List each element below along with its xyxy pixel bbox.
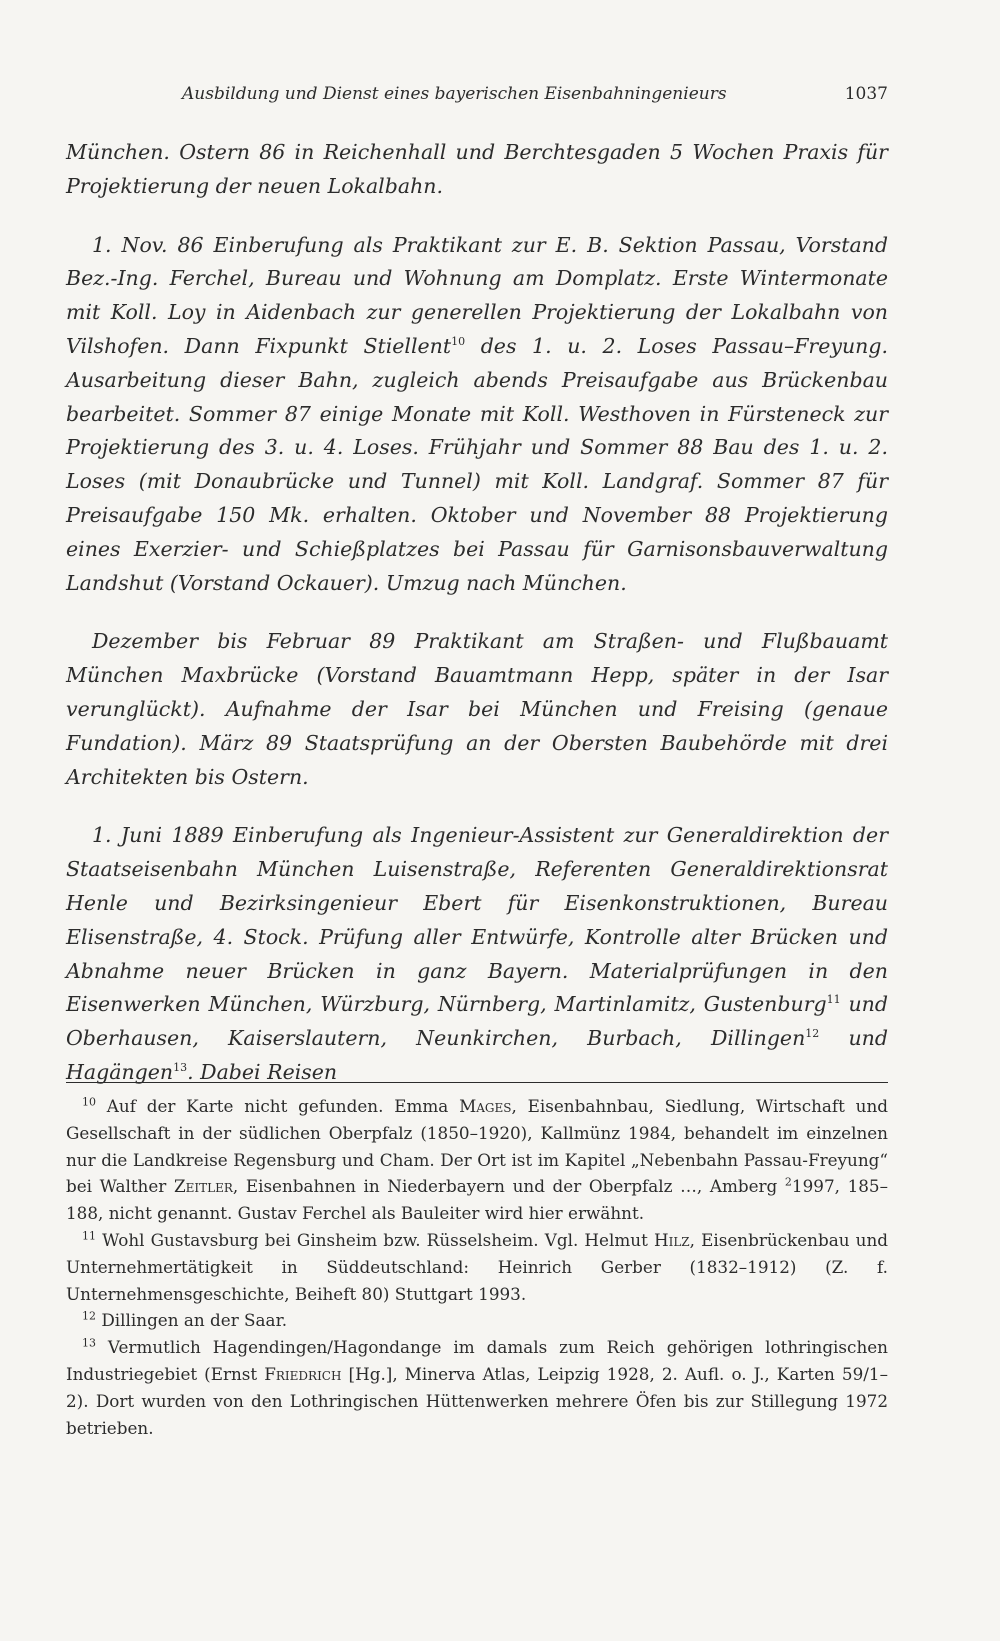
footnote-10 (66, 1093, 888, 1227)
author-name: Zeitler (173, 1176, 233, 1197)
running-title: Ausbildung und Dienst eines bayerischen Eisenbahningenieurs (182, 84, 727, 104)
paragraph-4 (66, 819, 888, 1089)
footnote-text: Wohl Gustavsburg bei Ginsheim bzw. Rüsselsheim. Vgl. Helmut (96, 1229, 654, 1250)
footnote-number: 11 (82, 1229, 96, 1243)
author-name: Hilz (653, 1229, 690, 1250)
paragraph-2-text-a: 1. Nov. 86 Einberufung als Praktikant zur E. B. Sektion Passau, Vorstand Bez.-Ing. Ferchel, Bureau und Wohnung am Domplatz. Erste Wintermonate mit Koll. Loy in Aidenbach zur generellen Projektierung der Lokalbahn von Vilshofen. Dann Fixpunkt Stiellent (66, 232, 888, 358)
paragraph-3: Dezember bis Februar 89 Praktikant am Straßen- und Flußbauamt München Maxbrücke (Vorstand Bauamtmann Hepp, später in der Isar verunglückt). Aufnahme der Isar bei München und Freising (genaue Fundation). März 89 Staatsprüfung an der Obersten Baubehörde mit drei Architekten bis Ostern. (66, 629, 888, 789)
footnote-number: 12 (82, 1309, 96, 1323)
paragraph-4-text-a: 1. Juni 1889 Einberufung als Ingenieur-Assistent zur Generaldirektion der Staatseisenbahn München Luisenstraße, Referenten Generaldirektionsrat Henle und Bezirksingenieur Ebert für Eisenkonstruktionen, Bureau Elisenstraße, 4. Stock. Prüfung aller Entwürfe, Kontrolle alter Brücken und Abnahme neuer Brücken in ganz Bayern. Materialprüfungen in den Eisenwerken München, Würzburg, Nürnberg, Martinlamitz, Gustenburg (66, 823, 888, 1017)
paragraph-4-text-b: und Oberhausen, Kaiserslautern, Neunkirchen, Burbach, Dillingen (66, 992, 889, 1051)
footnote-text: , Eisenbahnbau, Siedlung, Wirtschaft und Gesellschaft in der südlichen Oberpfalz (1850–1920), Kallmünz 1984, behandelt im einzelnen nur die Landkreise Regensburg und Cham. Der Ort ist im Kapitel „Nebenbahn Passau-Freyung“ bei Walther (66, 1096, 888, 1197)
paragraph-1: München. Ostern 86 in Reichenhall und Berchtesgaden 5 Wochen Praxis für Projektierung der neuen Lokalbahn. (66, 140, 888, 198)
page-number: 1037 (844, 84, 888, 104)
footnote-12 (66, 1307, 888, 1334)
main-text (66, 136, 888, 1115)
paragraph-2-text-b: des 1. u. 2. Loses Passau–Freyung. Ausarbeitung dieser Bahn, zugleich abends Preisaufgabe aus Brückenbau bearbeitet. Sommer 87 einige Monate mit Koll. Westhoven in Fürsteneck zur Projektierung des 3. u. 4. Loses. Frühjahr und Sommer 88 Bau des 1. u. 2. Loses (mit Donaubrücke und Tunnel) mit Koll. Landgraf. Sommer 87 für Preisaufgabe 150 Mk. erhalten. Oktober und November 88 Projektierung eines Exerzier- und Schießplatzes bei Passau für Garnisonsbauverwaltung Landshut (Vorstand Ockauer). Umzug nach München. (66, 333, 888, 595)
footnote-13 (66, 1334, 888, 1441)
footnote-number: 13 (82, 1336, 96, 1350)
footnote-11 (66, 1227, 888, 1307)
footnote-text: Vermutlich Hagendingen/Hagondange im damals zum Reich gehörigen lothringischen Industriegebiet (Ernst (66, 1337, 888, 1384)
footnote-ref-13[interactable]: 13 (173, 1061, 188, 1075)
edition-number: 2 (784, 1175, 792, 1189)
footnote-ref-11[interactable]: 11 (826, 993, 841, 1007)
footnote-ref-12[interactable]: 12 (805, 1027, 820, 1041)
footnote-number: 10 (82, 1095, 96, 1109)
footnote-text: Auf der Karte nicht gefunden. Emma (96, 1096, 460, 1116)
footnote-text: Dillingen an der Saar. (96, 1310, 288, 1331)
footnote-text: 1997, 185–188, nicht genannt. Gustav Ferchel als Bauleiter wird hier erwähnt. (66, 1176, 888, 1224)
paragraph-4-text-d: . Dabei Reisen (187, 1059, 338, 1084)
footnote-ref-10[interactable]: 10 (451, 335, 466, 349)
running-header (66, 84, 888, 110)
footnote-text: , Eisenbahnen in Niederbayern und der Oberpfalz …, Amberg (232, 1176, 785, 1197)
author-name: Friedrich (264, 1363, 342, 1384)
paragraph-4-text-c: und Hagängen (66, 1026, 888, 1084)
author-name: Mages (459, 1096, 512, 1116)
paragraph-2 (66, 229, 888, 601)
footnote-text: , Eisenbrückenbau und Unternehmertätigkeit in Süddeutschland: Heinrich Gerber (1832–1912) (Z. f. Unternehmensgeschichte, Beiheft 80) Stuttgart 1993. (66, 1229, 888, 1304)
footnote-text: [Hg.], Minerva Atlas, Leipzig 1928, 2. Aufl. o. J., Karten 59/1–2). Dort wurden von den Lothringischen Hüttenwerken mehrere Öfen bis zur Stillegung 1972 betrieben. (66, 1363, 888, 1438)
footnote-divider (66, 1082, 888, 1083)
footnotes (66, 1093, 888, 1441)
